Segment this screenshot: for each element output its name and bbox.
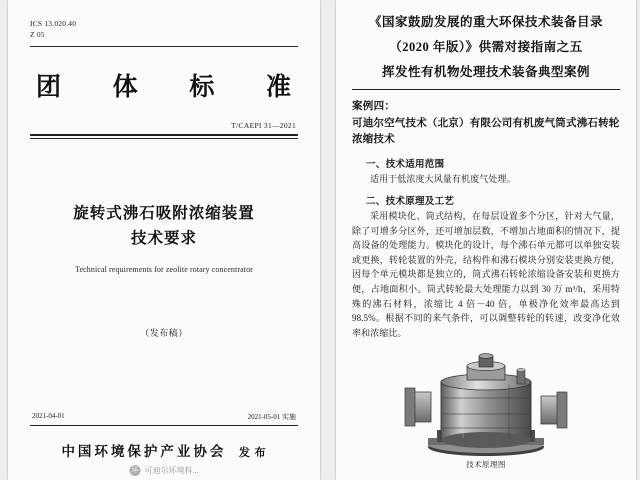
divider-bottom [30,425,298,426]
date-issue: 2021-04-01 [32,412,65,420]
document-title-english: Technical requirements for zeolite rotary concentrator [75,264,253,274]
rotor-device-illustration [401,352,571,457]
divider-heavy-1 [30,134,298,136]
case-heading: 案例四： [352,101,396,112]
document-title-line-1: 旋转式沸石吸附浓缩装置 [73,204,255,222]
section-heading-2: 二、技术原理及工艺 [366,197,455,208]
standard-number: T/CAEPI 31—2021 [231,120,296,130]
content-page [336,0,636,480]
issuer-action: 发 布 [238,447,267,459]
figure-block [352,340,620,472]
title-divider [352,89,620,90]
cover-spacer [30,339,298,412]
case-company-name: 可迪尔空气技术（北京）有限公司有机废气筒式沸石转轮浓缩技术 [352,118,620,146]
header-char-3: 标 [189,73,216,101]
watermark-badge-icon: 环 [131,466,139,474]
cover-page [8,0,320,480]
section-body-1: 适用于低浓度大风量有机废气处理。 [370,173,516,184]
divider-top [30,46,298,47]
header-char-4: 准 [265,73,292,101]
catalog-title-line-3: 挥发性有机物处理技术装备典型案例 [381,65,590,79]
date-effective: 2021-05-01 实施 [247,413,296,421]
header-char-2: 体 [112,73,139,101]
watermark [130,465,199,476]
document-title-line-2: 技术要求 [130,230,197,248]
dates-row [30,412,298,425]
watermark-text: 可迪尔环境科... [144,466,199,475]
section-heading-1: 一、技术适用范围 [366,159,445,170]
cover-title-zone [30,201,298,274]
divider-heavy-2 [30,138,298,139]
header-char-1: 团 [36,73,63,101]
section-body-2: 采用模块化、筒式结构，在每层设置多个分区，针对大气量，除了可增多分区外，还可增加层数，不增加占地面积的情况下，提高设备的处理能力。模块化的设计，每个沸石单元都可以单独安装或更换，转轮装置的外壳，结构件和沸石模块分别安装更换方便，因每个单元模块都是独立的，筒式沸石转轮浓缩设备安装和更换方便，占地面积小。筒式转轮最大处理能力以到 30 万 m³/h，采用特殊的沸石材料，浓缩比 4 倍－40 倍，单极净化效率最高达到 98.5%。根据不同的来气条件，可以调整转轮的转速，改变净化效率和浓缩比。 [352,211,620,338]
ics-block [30,18,298,41]
issuer-line [30,440,298,460]
release-note: （发布稿） [140,327,188,338]
catalog-title-line-2: （2020 年版）》供需对接指南之五 [389,40,583,54]
issuer-name: 中国环境保护产业协会 [61,444,227,459]
ics-line-2: Z 05 [30,30,45,40]
ics-line-1: ICS 13.020.40 [30,19,77,28]
catalog-title-line-1: 《国家鼓励发展的重大环保技术装备目录 [368,15,603,29]
standard-header [30,67,298,103]
figure-caption: 技术原理图 [466,460,506,469]
